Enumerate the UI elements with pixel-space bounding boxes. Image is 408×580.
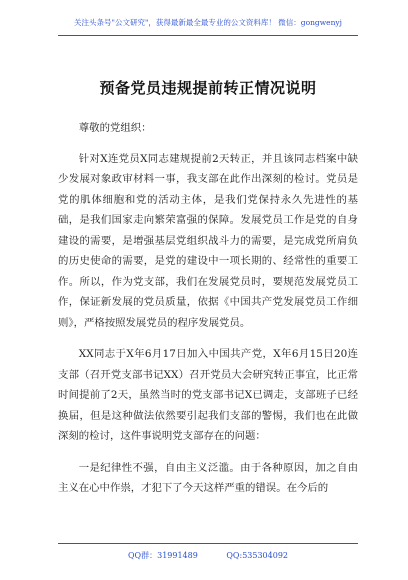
footer-contact — [58, 551, 358, 561]
salutation: 尊敬的党组织： — [78, 122, 152, 134]
header-banner: 关注头条号"公文研究"，获得最新最全最专业的公文资料库！ 微信：gongwenyj — [74, 18, 342, 27]
header-divider — [58, 35, 358, 36]
body-paragraph-1: 针对X连党员X同志建规提前2天转正，并且该同志档案中缺少发展对象政审材料一事，我支部在此作出深刻的检讨。党员是党的肌体细胞和党的活动主体，是我们党保持永久先进性的基础，是我们国家走向繁荣富强的保障。发展党员工作是党的自身建设的需要，是增强基层党组织战斗力的需要，是完成党所肩负的历史使命的需要，是党的建设中一项长期的、经常性的重要工作。所以，作为党支部，我们在发展党员时，要规范发展党员工作，保证新发展的党员质量，依据《中国共产党发展党员工作细则》，严格按照发展党员的程序发展党员。 — [58, 152, 358, 329]
body-paragraph-2: XX同志于X年6月17日加入中国共产党，X年6月15日20连支部（召开党支部书记XX）召开党员大会研究转正事宜，比正常时间提前了2天，虽然当时的党支部书记X已调走，支部班子已经换届，但是这种做法依然要引起我们支部的警惕，我们也在此做深刻的检讨，这件事说明党支部存在的问题： — [58, 348, 358, 442]
footer-divider — [58, 543, 358, 544]
footer-qq-group: QQ群：31991489 — [127, 551, 198, 560]
body-paragraph-3: 一是纪律性不强，自由主义泛滥。由于各种原因，加之自由主义在心中作祟，才犯下了今天这样严重的错误。在今后的 — [58, 461, 358, 494]
footer-qq: QQ:535304092 — [226, 551, 288, 560]
document-title: 预备党员违规提前转正情况说明 — [99, 79, 317, 97]
document-body — [58, 118, 358, 499]
